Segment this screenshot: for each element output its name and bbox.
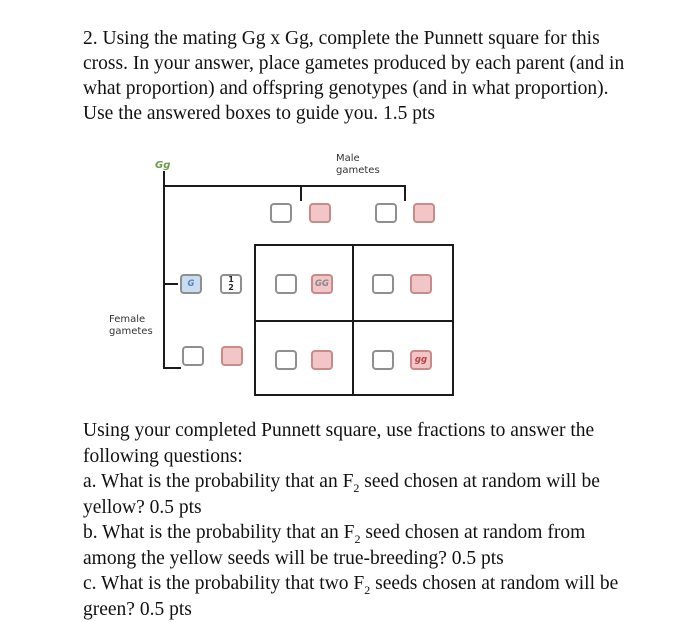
offspring-bottom-left-genotype-box[interactable] bbox=[311, 350, 333, 370]
female-gamete-1-box: G bbox=[180, 274, 202, 294]
parent-genotype-label: Gg bbox=[155, 160, 171, 171]
male-branch-right bbox=[404, 185, 406, 201]
fraction-denominator: 2 bbox=[228, 283, 234, 292]
followup-intro: Using your completed Punnett square, use fractions to answer the following questions: bbox=[83, 420, 595, 467]
male-gamete-2-answer-box[interactable] bbox=[375, 203, 397, 223]
offspring-bottom-right-genotype-box: gg bbox=[410, 350, 432, 370]
female-gametes-label: Female gametes bbox=[109, 314, 153, 337]
male-gametes-label: Male gametes bbox=[336, 153, 380, 176]
male-branch-left bbox=[300, 185, 302, 201]
question-text: 2. Using the mating Gg x Gg, complete the Punnett square for this cross. In your answer, place gametes produced by each parent (and in what proportion) and offspring genotypes (and in what proportion). Use the answered boxes to guide you. 1.5 pts bbox=[83, 28, 625, 124]
female-gamete-2-proportion-box[interactable] bbox=[221, 346, 243, 366]
male-gamete-1-answer-box[interactable] bbox=[270, 203, 292, 223]
followup-questions bbox=[83, 418, 643, 622]
offspring-top-right-genotype-box[interactable] bbox=[410, 274, 432, 294]
offspring-top-left-answer-box[interactable] bbox=[275, 274, 297, 294]
offspring-top-right-answer-box[interactable] bbox=[372, 274, 394, 294]
fraction-numerator: 1 bbox=[228, 275, 234, 284]
male-gamete-1-proportion-box[interactable] bbox=[309, 203, 331, 223]
question-c: c. What is the probability that two $F_2$ seeds chosen at random will be green? 0.5 pts bbox=[83, 573, 619, 620]
female-branch-top bbox=[163, 283, 178, 285]
male-branch-line bbox=[163, 185, 406, 187]
male-gamete-2-proportion-box[interactable] bbox=[413, 203, 435, 223]
question-b: b. What is the probability that an $F_2$ seed chosen at random from among the yellow seeds will be true-breeding? 0.5 pts bbox=[83, 522, 586, 569]
offspring-bottom-left-answer-box[interactable] bbox=[275, 350, 297, 370]
question-a: a. What is the probability that an $F_2$ seed chosen at random will be yellow? 0.5 pts bbox=[83, 471, 600, 518]
offspring-bottom-right-answer-box[interactable] bbox=[372, 350, 394, 370]
parent-stem-line bbox=[163, 171, 165, 369]
grid-horizontal-divider bbox=[256, 320, 452, 322]
female-gamete-2-answer-box[interactable] bbox=[182, 346, 204, 366]
female-branch-bottom bbox=[163, 367, 181, 369]
punnett-grid bbox=[254, 244, 454, 396]
female-gamete-1-proportion-box bbox=[220, 274, 242, 294]
offspring-top-left-genotype-box: GG bbox=[311, 274, 333, 294]
